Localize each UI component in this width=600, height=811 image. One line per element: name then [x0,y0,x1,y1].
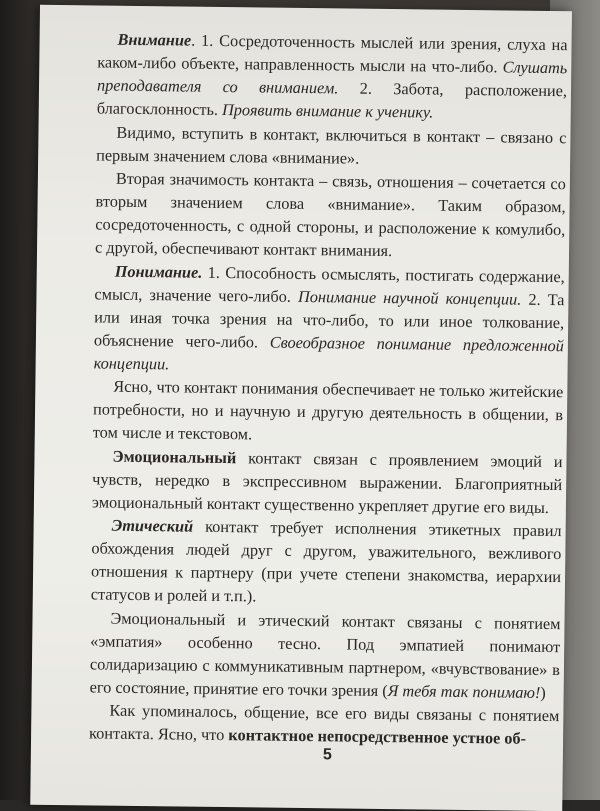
text-run: Как упоминалось, общение, все его виды связаны с понятием контакта. Ясно, что [89,700,560,745]
paragraph [90,606,561,704]
text-run: 1. Способность осмыслять, постигать содержание, смысл, значение чего-либо. [94,262,565,306]
emphasis-text: Понимание. [114,261,203,282]
emphasis-text: контактное непосредственное устное об- [228,725,527,748]
paragraph [94,259,565,380]
paragraph [92,444,563,519]
text-run: Эмоциональный и этический контакт связаны с понятием «эмпатия» особенно тесно. Под эмпатией понимают солидаризацию с коммуникативным партнером, «вчувствование» в его состояние, принятие его точки зрения ( [89,608,561,700]
paragraph [95,166,566,264]
emphasis-text: Этический [111,515,194,536]
emphasis-text: Понимание научной концепции. [297,286,522,309]
paragraph [93,374,564,449]
page-text [89,27,568,750]
paragraph [91,513,562,611]
paragraph [89,698,560,750]
text-run: 2. Та или иная точка зрения на что-либо, то или иное толкование, объяснение чего-либо. [93,289,565,352]
paragraph [96,120,567,172]
book-page [30,5,572,811]
emphasis-text: Проявить внимание к ученику. [221,99,434,122]
text-run: 2. Забота, расположение, благосклонность. [96,78,568,119]
page-number: 5 [322,746,332,764]
emphasis-text: Эмоциональный [112,446,237,467]
text-run: контакт требует исполнения этикетных правил обхождения людей друг с другом, уважительного, вежливого отношения к партнеру (при учете степени знакомства, иерархии статусов и ролей и т.п.). [90,516,562,606]
emphasis-text: Своеобразное понимание предложенной концепции. [93,332,565,373]
text-run: Ясно, что контакт понимания обеспечивает не только житейские потребности, но и научную и другую деятельность в общении, в том числе и текстовом. [92,376,564,444]
emphasis-text: Слушать преподавателя со вниманием. [96,57,568,98]
emphasis-text: Я тебя так понимаю! [387,680,541,702]
text-run: . 1. Сосредоточенность мыслей или зрения, слуха на каком-либо объекте, направленность мысли на что-либо. [97,30,568,77]
emphasis-text: Внимание [117,29,192,50]
text-run: контакт связан с проявлением эмоций и чувств, нередко в экспрессивном выражении. Благоприятный эмоциональный контакт существенно укрепляет другие его виды. [91,447,563,517]
text-run: Видимо, вступить в контакт, включиться в контакт – связано с первым значением слова «внимание». [96,122,567,168]
paragraph [97,27,568,125]
text-run: Вторая значимость контакта – связь, отношения – сочетается со вторым значением слова «внимание». Таким образом, сосредоточенность, с одной стороны, и расположение к комулибо, с другой, обеспечивают контакт внимания. [94,168,566,261]
text-run: ) [540,682,546,702]
